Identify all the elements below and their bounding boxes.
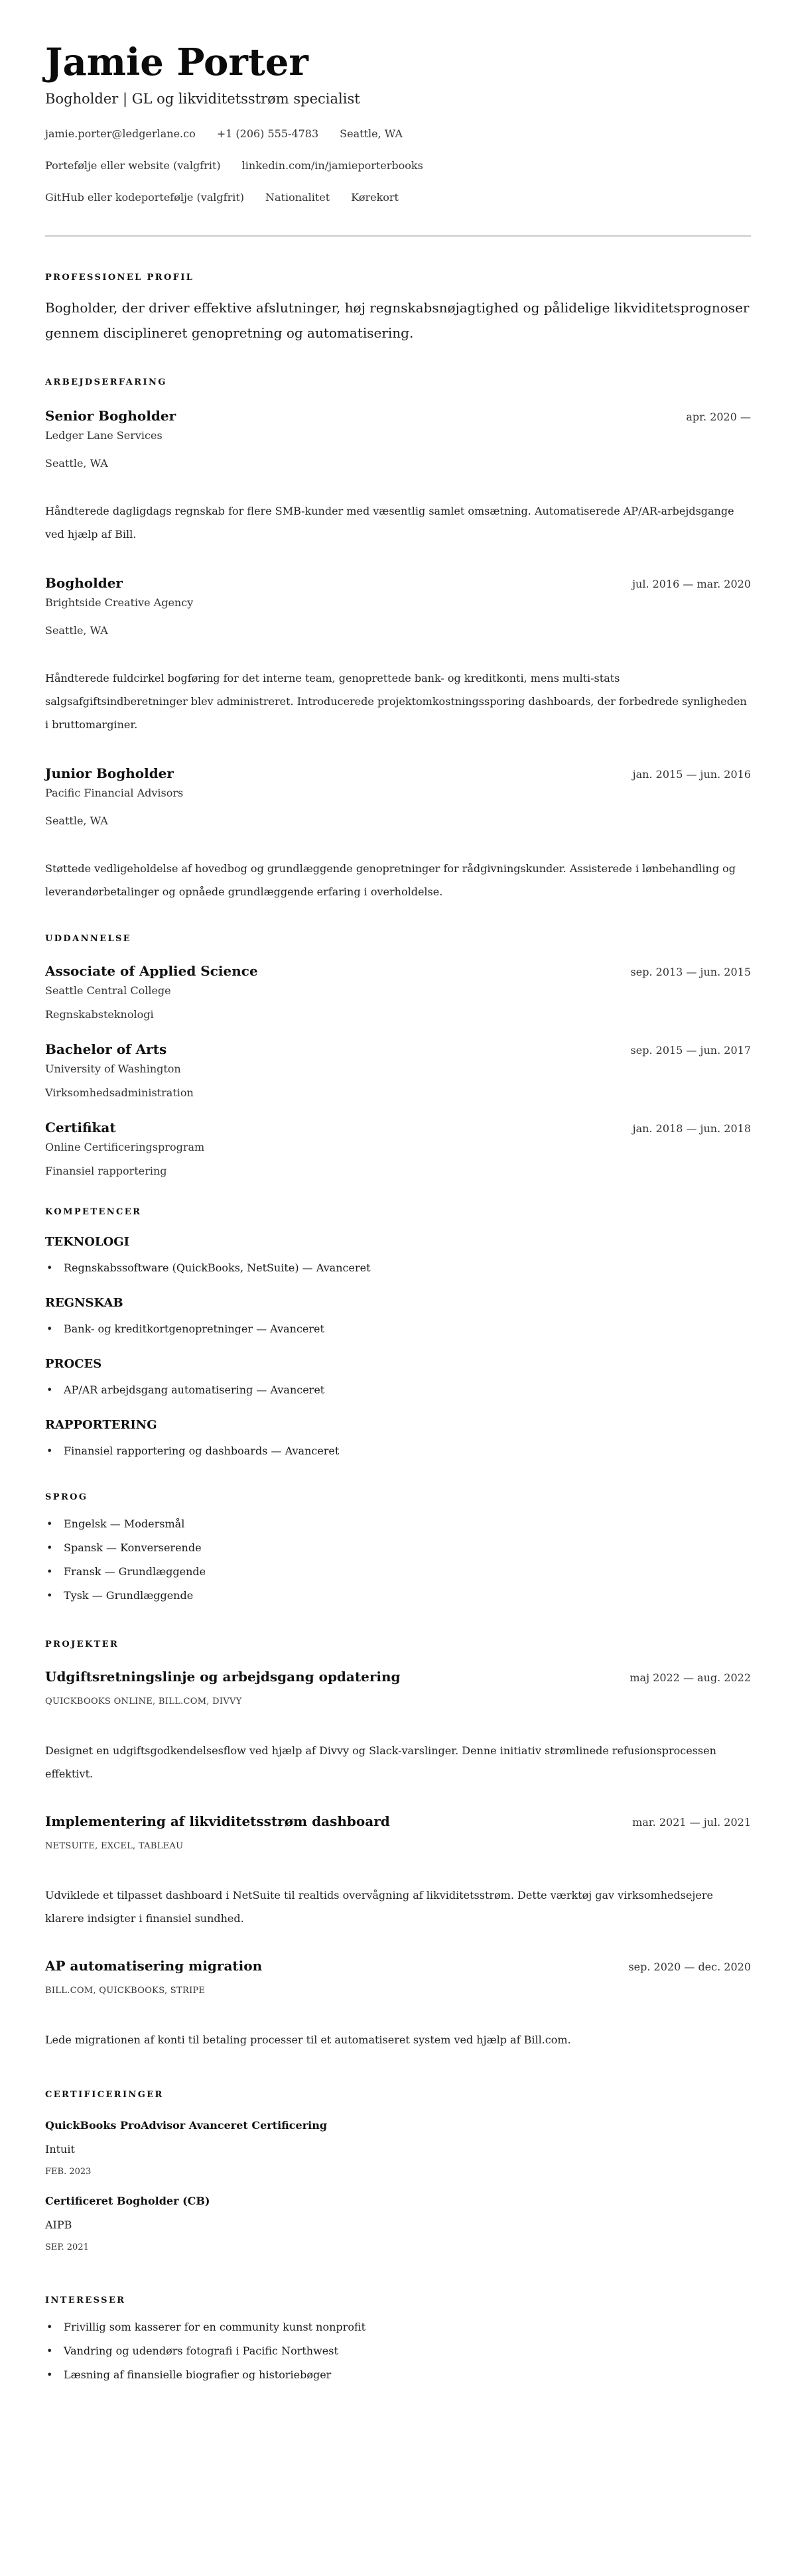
project-item <box>45 1812 751 1930</box>
resume-header <box>45 38 751 206</box>
project-tags: QUICKBOOKS ONLINE, BILL.COM, DIVVY <box>45 1697 242 1707</box>
skill-item: • Finansiel rapportering og dashboards — Avanceret <box>45 1443 751 1459</box>
section-education <box>45 933 751 1179</box>
experience-item <box>45 407 751 546</box>
skill-category: RAPPORTERING <box>45 1418 157 1432</box>
project-title: Udgiftsretningslinje og arbejdsgang opdatering <box>45 1669 401 1685</box>
job-dates: jan. 2015 — jun. 2016 <box>632 768 751 781</box>
section-experience <box>45 376 751 903</box>
profile-summary: Bogholder, der driver effektive afslutninger, høj regnskabsnøjagtighed og pålidelige likviditetsprognoser gennem disciplineret genopretning og automatisering. <box>45 300 750 341</box>
project-description: Lede migrationen af konti til betaling processer til et automatiseret system ved hjælp af Bill.com. <box>45 2033 571 2046</box>
section-title: KOMPETENCER <box>45 1207 142 1217</box>
job-title: Bogholder <box>45 575 123 591</box>
degree-title: Bachelor of Arts <box>45 1041 167 1057</box>
skill-group <box>45 1417 751 1459</box>
project-title: AP automatisering migration <box>45 1958 263 1974</box>
interest-item: • Læsning af finansielle biografier og historiebøger <box>45 2367 751 2383</box>
project-item <box>45 1667 751 1785</box>
contact-row-3 <box>45 190 751 206</box>
project-dates: mar. 2021 — jul. 2021 <box>632 1816 751 1829</box>
language-item: • Spansk — Konverserende <box>45 1540 751 1556</box>
contact-row-2 <box>45 158 751 174</box>
language-item: • Tysk — Grundlæggende <box>45 1588 751 1604</box>
field-of-study: Finansiel rapportering <box>45 1165 167 1177</box>
section-title: UDDANNELSE <box>45 934 132 944</box>
contact-github[interactable]: GitHub eller kodeportefølje (valgfrit) <box>45 191 245 204</box>
contact-portfolio[interactable]: Portefølje eller website (valgfrit) <box>45 159 221 172</box>
school-name: Online Certificeringsprogram <box>45 1141 205 1153</box>
header-divider <box>45 235 751 237</box>
skill-item: • Regnskabssoftware (QuickBooks, NetSuite) — Avanceret <box>45 1260 751 1276</box>
job-location: Seattle, WA <box>45 457 108 470</box>
candidate-headline: Bogholder | GL og likviditetsstrøm specialist <box>45 91 360 107</box>
section-languages <box>45 1491 751 1604</box>
certification-issuer: Intuit <box>45 2143 75 2156</box>
school-name: University of Washington <box>45 1063 181 1075</box>
certification-date: SEP. 2021 <box>45 2242 89 2252</box>
project-tags: NETSUITE, EXCEL, TABLEAU <box>45 1841 184 1851</box>
section-certifications <box>45 2089 751 2254</box>
skill-group <box>45 1234 751 1276</box>
language-item: • Fransk — Grundlæggende <box>45 1564 751 1580</box>
education-item <box>45 962 751 1023</box>
job-description: Håndterede fuldcirkel bogføring for det interne team, genoprettede bank- og kreditkonti, mens multi-stats salgsafgiftsindberetninger blev administreret. Introducerede projektomkostningssporing dashboards, der forbedrede synligheden i bruttomarginer. <box>45 672 747 731</box>
job-title: Senior Bogholder <box>45 408 176 424</box>
project-description: Designet en udgiftsgodkendelsesflow ved hjælp af Divvy og Slack-varslinger. Denne initiativ strømlinede refusionsprocessen effektivt. <box>45 1744 716 1780</box>
project-dates: maj 2022 — aug. 2022 <box>630 1671 751 1684</box>
skill-category: TEKNOLOGI <box>45 1235 130 1249</box>
contact-row-1 <box>45 126 751 142</box>
certification-issuer: AIPB <box>45 2219 72 2231</box>
candidate-name: Jamie Porter <box>45 40 308 84</box>
language-item: • Engelsk — Modersmål <box>45 1516 751 1532</box>
certification-item <box>45 2193 751 2254</box>
degree-title: Associate of Applied Science <box>45 963 258 979</box>
education-dates: sep. 2015 — jun. 2017 <box>630 1044 751 1057</box>
contact-linkedin[interactable]: linkedin.com/in/jamieporterbooks <box>241 159 423 172</box>
contact-nationality: Nationalitet <box>265 191 330 204</box>
project-dates: sep. 2020 — dec. 2020 <box>628 1961 751 1973</box>
skill-group <box>45 1295 751 1337</box>
section-title: INTERESSER <box>45 2295 126 2305</box>
interest-item: • Frivillig som kasserer for en community kunst nonprofit <box>45 2319 751 2335</box>
job-title: Junior Bogholder <box>45 765 174 781</box>
section-title: ARBEJDSERFARING <box>45 377 167 387</box>
project-tags: BILL.COM, QUICKBOOKS, STRIPE <box>45 1986 206 1996</box>
interest-item: • Vandring og udendørs fotografi i Pacific Northwest <box>45 2343 751 2359</box>
certification-item <box>45 2118 751 2179</box>
section-title: PROJEKTER <box>45 1640 119 1649</box>
job-company: Ledger Lane Services <box>45 429 163 442</box>
education-dates: jan. 2018 — jun. 2018 <box>632 1122 751 1135</box>
education-dates: sep. 2013 — jun. 2015 <box>630 966 751 978</box>
contact-email[interactable]: jamie.porter@ledgerlane.co <box>45 127 196 140</box>
job-description: Støttede vedligeholdelse af hovedbog og grundlæggende genopretninger for rådgivningskunder. Assisterede i lønbehandling og leverandørbetalinger og opnåede grundlæggende erfaring i overholdelse. <box>45 862 736 898</box>
skill-item: • Bank- og kreditkortgenopretninger — Avanceret <box>45 1321 751 1337</box>
job-company: Pacific Financial Advisors <box>45 787 184 799</box>
certification-name: Certificeret Bogholder (CB) <box>45 2195 210 2207</box>
contact-phone[interactable]: +1 (206) 555-4783 <box>216 127 319 140</box>
section-title: PROFESSIONEL PROFIL <box>45 273 194 283</box>
section-interests <box>45 2294 751 2383</box>
skill-category: PROCES <box>45 1357 102 1371</box>
section-projects <box>45 1638 751 2051</box>
experience-item <box>45 574 751 736</box>
job-description: Håndterede dagligdags regnskab for flere SMB-kunder med væsentlig samlet omsætning. Automatiserede AP/AR-arbejdsgange ved hjælp af Bill. <box>45 505 734 541</box>
skill-group <box>45 1356 751 1398</box>
job-company: Brightside Creative Agency <box>45 596 194 609</box>
experience-item <box>45 764 751 903</box>
project-item <box>45 1957 751 2051</box>
school-name: Seattle Central College <box>45 984 171 997</box>
skill-category: REGNSKAB <box>45 1296 123 1310</box>
contact-drivers-license: Kørekort <box>351 191 399 204</box>
certification-date: FEB. 2023 <box>45 2167 92 2177</box>
field-of-study: Virksomhedsadministration <box>45 1086 194 1099</box>
job-location: Seattle, WA <box>45 624 108 637</box>
section-profile <box>45 271 751 346</box>
section-skills <box>45 1206 751 1459</box>
project-title: Implementering af likviditetsstrøm dashboard <box>45 1813 390 1829</box>
job-dates: jul. 2016 — mar. 2020 <box>632 578 751 590</box>
degree-title: Certifikat <box>45 1120 116 1135</box>
education-item <box>45 1040 751 1101</box>
section-title: CERTIFICERINGER <box>45 2090 164 2100</box>
section-title: SPROG <box>45 1492 88 1502</box>
certification-name: QuickBooks ProAdvisor Avanceret Certificering <box>45 2119 328 2132</box>
contact-location: Seattle, WA <box>340 127 403 140</box>
job-location: Seattle, WA <box>45 814 108 827</box>
job-dates: apr. 2020 — <box>686 411 751 423</box>
education-item <box>45 1118 751 1179</box>
skill-item: • AP/AR arbejdsgang automatisering — Avanceret <box>45 1382 751 1398</box>
project-description: Udviklede et tilpasset dashboard i NetSuite til realtids overvågning af likviditetsstrøm. Dette værktøj gav virksomhedsejere klarere indsigter i finansiel sundhed. <box>45 1889 713 1925</box>
field-of-study: Regnskabsteknologi <box>45 1008 154 1021</box>
